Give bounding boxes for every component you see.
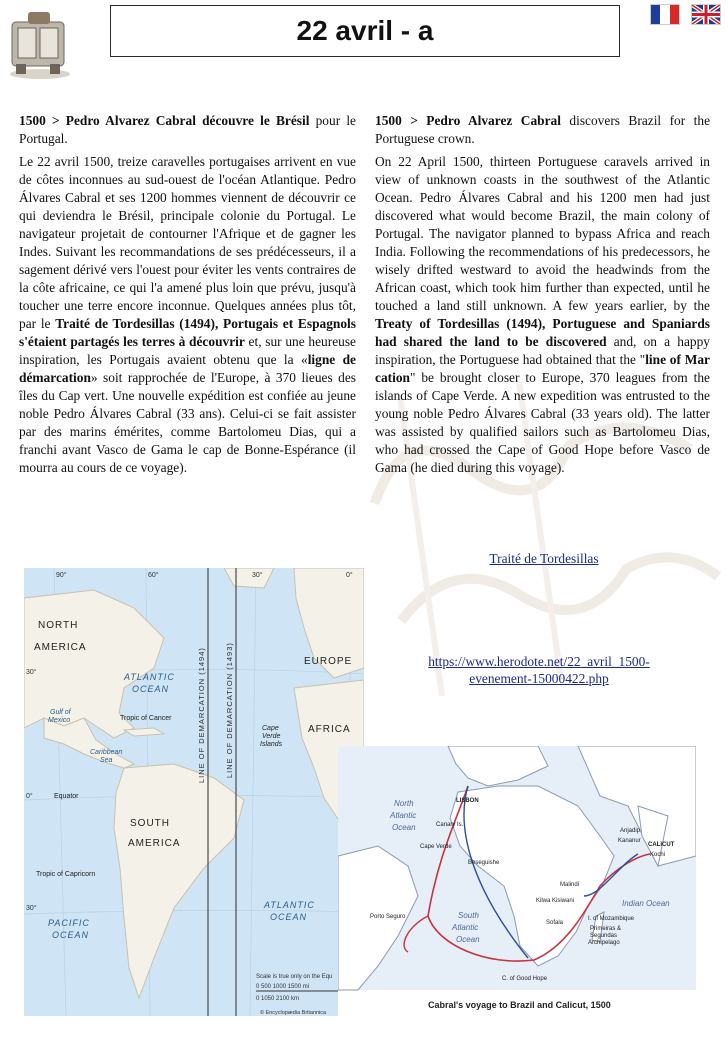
north-america-label-2: AMERICA xyxy=(34,642,87,653)
demarcation-map xyxy=(24,568,364,1016)
tropic-capricorn-label: Tropic of Capricorn xyxy=(36,871,96,878)
line-1493-label: LINE OF DEMARCATION (1493) xyxy=(225,642,234,778)
english-body-text-3: " be brought closer to Europe, 370 leagues from the islands of Cape Verde. A new expedition was entrusted to the young noble Pedro Álvares Cabral (33 years old). The latter was assisted by qualified sailors such as Bartolomeu Dias, who had crossed the Cape of Good Hope before Vasco de Gama (he died during this voyage). xyxy=(375,370,710,475)
english-body xyxy=(375,153,710,477)
south-atlantic-label-1: South xyxy=(458,911,479,920)
africa-label: AFRICA xyxy=(308,724,351,735)
french-lead-rest: pour le Portugal. xyxy=(19,113,356,146)
herodote-link[interactable] xyxy=(380,653,698,687)
scale-km: 0 1050 2100 km xyxy=(256,996,300,1002)
english-body-text-2: and, on a happy inspiration, the Portuguese had obtained that the " xyxy=(375,334,710,367)
lon-0-label: 0° xyxy=(346,572,353,579)
french-lead xyxy=(19,112,356,148)
atlantic-south-label-2: OCEAN xyxy=(270,912,308,922)
gulf-label-1: Gulf of xyxy=(50,709,71,716)
lat-0-label: 0° xyxy=(26,793,33,800)
herodote-link-line-2: evenement-15000422.php xyxy=(469,671,609,686)
english-lead-bold: 1500 > Pedro Alvarez Cabral xyxy=(375,113,561,128)
atlantic-label-1: ATLANTIC xyxy=(124,672,175,682)
good-hope-label: C. of Good Hope xyxy=(502,976,548,982)
lon-30-label: 30° xyxy=(252,572,263,579)
voyage-map xyxy=(338,746,696,1016)
history-logo xyxy=(4,4,76,82)
french-lead-bold: 1500 > Pedro Alvarez Cabral découvre le Brésil xyxy=(19,113,310,128)
canary-label: Canary Is. xyxy=(436,822,464,828)
anjadip-label: Anjadip xyxy=(620,828,641,834)
primeiras-label-1: Primeiras & xyxy=(590,926,622,932)
english-lead xyxy=(375,112,710,148)
scale-miles: 0 500 1000 1500 mi xyxy=(256,984,310,990)
kananur-label: Kananur xyxy=(618,838,641,844)
primeiras-label-3: Archipelago xyxy=(588,940,620,946)
kilwa-label: Kilwa Kisiwani xyxy=(536,898,575,904)
voyage-caption: Cabral's voyage to Brazil and Calicut, 1500 xyxy=(428,1000,611,1010)
south-america-label-2: AMERICA xyxy=(128,838,181,849)
french-body-bold-2: ligne de démarcation xyxy=(19,352,357,385)
primeiras-label-2: Segundas xyxy=(590,933,618,939)
english-lead-rest: discovers Brazil for the Portuguese crown. xyxy=(375,113,711,146)
malindi-label: Malindi xyxy=(560,882,580,888)
lon-90-label: 90° xyxy=(56,572,67,579)
page-title: 22 avril - a xyxy=(296,15,434,46)
french-flag-icon[interactable] xyxy=(650,4,680,25)
porto-seguro-label: Porto Seguro xyxy=(370,914,406,920)
caribbean-label-1: Caribbean xyxy=(90,749,123,756)
cape-verde-map-label: Cape Verde xyxy=(420,844,452,850)
lat-30-label: 30° xyxy=(26,669,37,676)
south-america-label-1: SOUTH xyxy=(130,818,170,829)
copyright-label: © Encyclopædia Britannica xyxy=(260,1010,327,1016)
french-body-text-1: Le 22 avril 1500, treize caravelles portugaises arrivent en vue de côtes inconnues au sud-ouest de l'océan Atlantique. Pedro Álvares Cabral et ses 1200 hommes viennent de découvrir ce qui deviendra le Brésil, principale colonie du Portugal. Le navigateur projetait de contourner l'Afrique et de gagner les Indes. Suivant les recommandations de ses prédécesseurs, il a sagement dérivé vers l'ouest pour éviter les vents contraires de la côte africaine, ce qui l'a amené plus loin que prévu, jusqu'à toucher une terre encore inconnue. Quelques années plus tôt, par le xyxy=(19,154,356,331)
french-body-text-2: et, sur une heureuse inspiration, les Portugais avaient obtenu que la « xyxy=(19,334,356,367)
sofala-label: Sofala xyxy=(546,920,564,926)
europe-label: EUROPE xyxy=(304,656,353,667)
south-atlantic-label-2: Atlantic xyxy=(452,923,479,932)
calicut-label: CALICUT xyxy=(648,842,675,848)
north-atlantic-label-1: North xyxy=(394,799,414,808)
kochi-label: Kochi xyxy=(650,852,666,858)
lon-60-label: 60° xyxy=(148,572,159,579)
north-atlantic-label-2: Atlantic xyxy=(390,811,417,820)
pacific-label-2: OCEAN xyxy=(52,930,90,940)
atlantic-label-2: OCEAN xyxy=(132,684,170,694)
english-body-bold-1: Treaty of Tordesillas (1494), Portuguese and Spaniards had shared the land to be discovered xyxy=(375,316,710,349)
indian-ocean-label: Indian Ocean xyxy=(622,899,670,908)
french-body-bold-1: Traité de Tordesillas (1494), Portugais et Espagnols s'étaient partagés les terres à découvrir xyxy=(19,316,356,349)
scale-note: Scale is true only on the Equ xyxy=(256,974,333,980)
lisbon-label: LISBON xyxy=(456,798,479,804)
lat-30s-label: 30° xyxy=(26,905,37,912)
cape-verde-label-1: Cape xyxy=(262,725,279,732)
english-column xyxy=(375,112,710,482)
gulf-label-2: Mexico xyxy=(48,717,71,724)
caribbean-label-2: Sea xyxy=(100,757,113,764)
line-1494-label: LINE OF DEMARCATION (1494) xyxy=(197,647,206,783)
french-body xyxy=(19,153,356,477)
north-america-label-1: NORTH xyxy=(38,620,79,631)
french-column xyxy=(19,112,356,482)
english-body-text-1: On 22 April 1500, thirteen Portuguese caravels arrived in view of unknown coasts in the southwest of the Atlantic Ocean. Pedro Álvares Cabral and his 1200 men had just discovered what would become Brazil, the main colony of Portugal. The navigator planned to bypass Africa and reach India. Following the recommendations of his predecessors, he wisely drifted westward to avoid the headwinds from the African coast, which took him further than expected, until he touched a land still unknown. A few years earlier, by the xyxy=(375,154,710,313)
pacific-label-1: PACIFIC xyxy=(48,918,90,928)
equator-label: Equator xyxy=(54,793,79,800)
south-atlantic-label-3: Ocean xyxy=(456,935,480,944)
north-atlantic-label-3: Ocean xyxy=(392,823,416,832)
mozambique-label: I. of Mozambique xyxy=(588,916,635,922)
tordesillas-link[interactable]: Traité de Tordesillas xyxy=(489,551,599,566)
beseguishe-label: Beseguishe xyxy=(468,860,500,866)
cape-verde-label-3: Islands xyxy=(260,741,283,748)
page-title-box xyxy=(110,5,620,57)
atlantic-south-label-1: ATLANTIC xyxy=(264,900,315,910)
herodote-link-line-1: https://www.herodote.net/22_avril_1500- xyxy=(428,654,650,669)
french-body-text-3: » soit rapprochée de l'Europe, à 370 lieues des îles du Cap vert. Une nouvelle expédition est confiée au jeune noble Pedro Álvares Cabral (33 ans). Celui-ci se fait assister par des marins émérites, comme Bartolomeu Dias, qui a franchi avant Vasco de Gama le cap de Bonne-Espérance (il mourra au cours de ce voyage). xyxy=(19,370,356,475)
english-flag-icon[interactable] xyxy=(691,4,721,25)
english-body-bold-2: line of Mar cation xyxy=(375,352,710,385)
cape-verde-label-2: Verde xyxy=(262,733,281,740)
tropic-cancer-label: Tropic of Cancer xyxy=(120,715,172,722)
